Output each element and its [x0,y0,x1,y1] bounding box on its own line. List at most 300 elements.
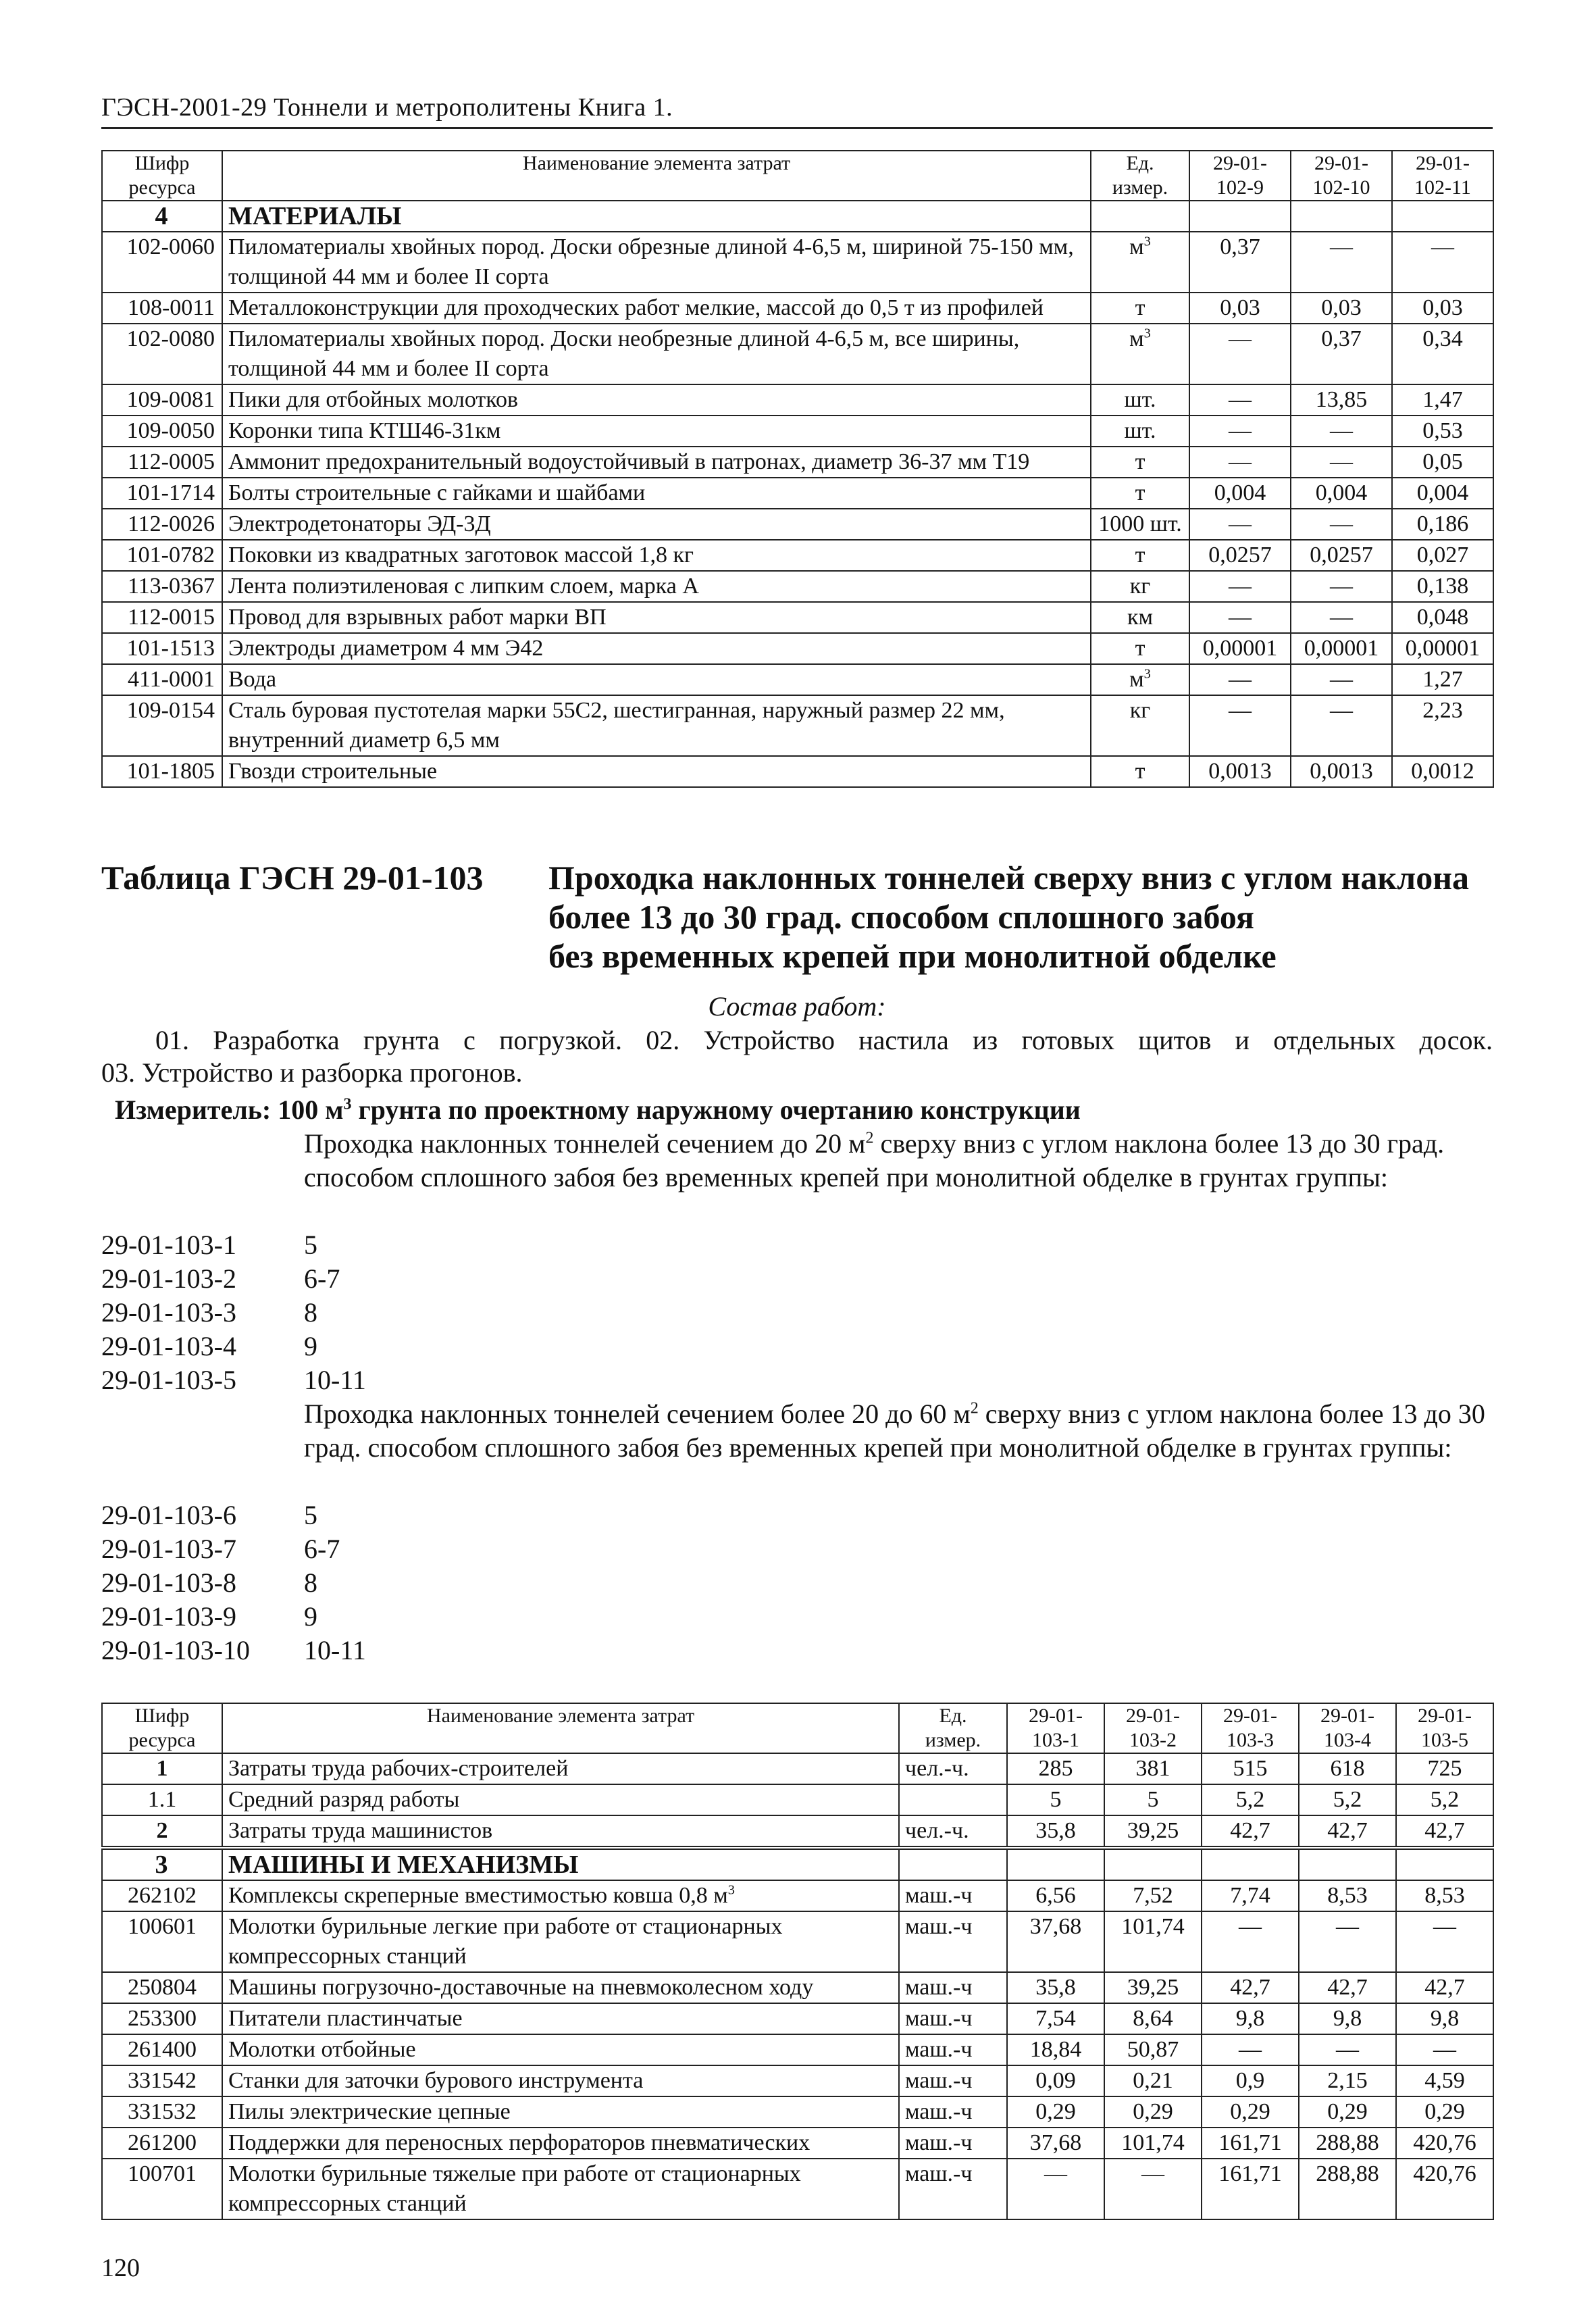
value-cell: 8,64 [1104,2003,1202,2034]
unit-cell [1091,695,1189,756]
value-cell: 5,2 [1299,1784,1396,1815]
unit-text: т [1135,295,1145,320]
resource-code: 101-1513 [102,633,222,664]
value-cell: 725 [1396,1753,1493,1784]
resource-code: 331532 [102,2096,222,2128]
title-line: более 13 до 30 град. способом сплошного забоя [548,898,1254,936]
running-header: ГЭСН-2001-29 Тоннели и метрополитены Книга 1. [101,92,1493,129]
value-cell: 13,85 [1291,384,1392,416]
value-cell: 5,2 [1202,1784,1299,1815]
table-row [102,756,1493,787]
header-col: 29-01- 102-9 [1189,151,1291,201]
soil-group: 9 [304,1601,317,1632]
table-row [102,1815,1493,1848]
norm-code: 29-01-103-2 [101,1263,236,1294]
resource-code: 109-0050 [102,416,222,447]
value-cell: — [1189,416,1291,447]
value-cell: 0,03 [1392,293,1493,324]
value-cell: 0,29 [1104,2096,1202,2128]
resource-code: 109-0154 [102,695,222,756]
soil-group: 10-11 [304,1635,366,1665]
resource-name: Сталь буровая пустотелая марки 55С2, шестигранная, наружный размер 22 мм, внутренний диаметр 6,5 мм [222,695,1091,756]
block1-description: Проходка наклонных тоннелей сечением до 20 $м^2$ сверху вниз с углом наклона более 13 до 30 град. способом сплошного забоя без временных крепей при монолитной обделке в грунтах группы: [304,1128,1445,1192]
soil-group: 10-11 [304,1365,366,1395]
value-cell: 420,76 [1396,2128,1493,2159]
resource-code: 112-0005 [102,447,222,478]
value-cell: — [1189,447,1291,478]
table-row [102,695,1493,756]
value-cell: 7,52 [1104,1880,1202,1911]
materials-table [101,150,1494,788]
value-cell: — [1189,664,1291,695]
value-cell: 9,8 [1202,2003,1299,2034]
block2-codes [101,1499,366,1667]
value-cell: 0,9 [1202,2065,1299,2096]
value-cell: 0,29 [1396,2096,1493,2128]
resource-name [222,1972,899,2003]
table-row [102,447,1493,478]
value-cell: 37,68 [1007,2128,1104,2159]
unit-cell [1091,447,1189,478]
resource-name-text: Питатели пластинчатые [228,2006,463,2031]
resource-name: Пиломатериалы хвойных пород. Доски необрезные длиной 4-6,5 м, все ширины, толщиной 44 мм и более II сорта [222,324,1091,384]
resource-name: Аммонит предохранительный водоустойчивый в патронах, диаметр 36-37 мм Т19 [222,447,1091,478]
unit-text: шт. [1124,387,1156,412]
resource-name: Затраты труда машинистов [222,1815,899,1848]
value-cell: 9,8 [1299,2003,1396,2034]
resource-code: 100601 [102,1911,222,1972]
resource-code: 331542 [102,2065,222,2096]
empty-cell [1091,201,1189,232]
unit-cell [1091,540,1189,571]
code-list-item [101,1499,366,1532]
value-cell: 420,76 [1396,2159,1493,2219]
unit-cell [1091,232,1189,293]
table-row [102,324,1493,384]
value-cell: — [1189,571,1291,602]
norm-code: 29-01-103-9 [101,1601,236,1632]
value-cell: — [1291,447,1392,478]
resource-code: 262102 [102,1880,222,1911]
soil-group: 5 [304,1500,317,1530]
unit-superscript: 3 [1143,326,1151,341]
value-cell: 0,138 [1392,571,1493,602]
value-cell: 0,03 [1189,293,1291,324]
resource-code: 100701 [102,2159,222,2219]
header-code: Шифр ресурса [102,1703,222,1753]
table-row [102,571,1493,602]
value-cell: 0,29 [1007,2096,1104,2128]
header-col: 29-01- 102-10 [1291,151,1392,201]
unit-text: шт. [1124,418,1156,443]
resource-name: Пики для отбойных молотков [222,384,1091,416]
unit-cell [1091,756,1189,787]
value-cell: 0,0013 [1291,756,1392,787]
value-cell: 42,7 [1396,1815,1493,1848]
works-line: 03. Устройство и разборка прогонов. [101,1057,523,1088]
resource-code: 1.1 [102,1784,222,1815]
resource-name [222,2096,899,2128]
table-row [102,478,1493,509]
table-title [548,858,1494,976]
value-cell: 5 [1104,1784,1202,1815]
empty-cell [1396,1848,1493,1880]
resource-name-text: Комплексы скреперные вместимостью ковша 0,8 м [228,1883,728,1908]
header-col: 29-01- 103-2 [1104,1703,1202,1753]
unit-cell [1091,324,1189,384]
code-list-item [101,1600,366,1634]
value-cell: — [1189,602,1291,633]
empty-cell [1104,1848,1202,1880]
resource-name: Коронки типа КТШ46-31км [222,416,1091,447]
value-cell: — [1299,1911,1396,1972]
empty-cell [899,1848,1007,1880]
resource-name-text: Станки для заточки бурового инструмента [228,2068,644,2093]
name-superscript: 3 [727,1882,735,1898]
resource-name [222,2003,899,2034]
empty-cell [1202,1848,1299,1880]
unit-cell [899,1784,1007,1815]
unit-cell [1091,478,1189,509]
section-title: МАТЕРИАЛЫ [222,201,1091,232]
soil-group: 6-7 [304,1534,340,1564]
unit-cell: чел.-ч. [899,1753,1007,1784]
resource-name: Болты строительные с гайками и шайбами [222,478,1091,509]
value-cell: 0,29 [1202,2096,1299,2128]
unit-cell [1091,384,1189,416]
empty-cell [1007,1848,1104,1880]
value-cell: 0,004 [1392,478,1493,509]
value-cell: 1,47 [1392,384,1493,416]
unit-text: м [1129,326,1144,351]
measurement-unit: Измеритель: 100 $м^3$ грунта по проектному наружному очертанию конструкции [115,1095,1081,1125]
empty-cell [1189,201,1291,232]
code-list-item [101,1363,366,1397]
unit-cell [1091,509,1189,540]
resource-name: Вода [222,664,1091,695]
value-cell: — [1189,509,1291,540]
value-cell: 0,048 [1392,602,1493,633]
value-cell: 2,23 [1392,695,1493,756]
value-cell: 42,7 [1202,1815,1299,1848]
unit-text: т [1135,759,1145,784]
norm-code: 29-01-103-7 [101,1534,236,1564]
value-cell: — [1104,2159,1202,2219]
value-cell: 18,84 [1007,2034,1104,2065]
unit-text: т [1135,480,1145,505]
value-cell: 0,00001 [1189,633,1291,664]
resource-code: 112-0026 [102,509,222,540]
unit-cell: маш.-ч [899,2034,1007,2065]
value-cell: — [1299,2034,1396,2065]
norm-code: 29-01-103-1 [101,1230,236,1260]
resource-code: 1 [102,1753,222,1784]
value-cell: 0,004 [1189,478,1291,509]
value-cell: 39,25 [1104,1972,1202,2003]
table-row [102,232,1493,293]
value-cell: 0,37 [1189,232,1291,293]
block1-codes [101,1228,366,1397]
resource-code: 109-0081 [102,384,222,416]
value-cell: 0,37 [1291,324,1392,384]
value-cell: 0,0013 [1189,756,1291,787]
value-cell: 0,004 [1291,478,1392,509]
table-row [102,602,1493,633]
value-cell: — [1291,416,1392,447]
table-row [102,2003,1493,2034]
table-row [102,1972,1493,2003]
value-cell: 6,56 [1007,1880,1104,1911]
unit-superscript: 3 [1143,666,1151,682]
unit-cell: чел.-ч. [899,1815,1007,1848]
value-cell: 0,0012 [1392,756,1493,787]
value-cell: 0,0257 [1189,540,1291,571]
resource-name: Средний разряд работы [222,1784,899,1815]
value-cell: — [1189,695,1291,756]
resource-name-text: Поддержки для переносных перфораторов пневматических [228,2130,810,2155]
table-row [102,2159,1493,2219]
value-cell: — [1291,664,1392,695]
header-name: Наименование элемента затрат [222,151,1091,201]
code-list-item [101,1296,366,1330]
code-list-item [101,1330,366,1363]
resource-code: 261200 [102,2128,222,2159]
value-cell: 9,8 [1396,2003,1493,2034]
value-cell: — [1291,695,1392,756]
resource-name [222,2065,899,2096]
unit-text: км [1127,605,1154,630]
unit-cell: маш.-ч [899,2065,1007,2096]
resource-name-text: Молотки бурильные тяжелые при работе от стационарных компрессорных станций [228,2161,801,2216]
resource-code: 113-0367 [102,571,222,602]
unit-cell [1091,416,1189,447]
value-cell: 0,34 [1392,324,1493,384]
value-cell: — [1189,324,1291,384]
soil-group: 6-7 [304,1263,340,1294]
works-heading: Состав работ: [708,991,886,1022]
value-cell: 285 [1007,1753,1104,1784]
code-list-item [101,1532,366,1566]
unit-cell [1091,293,1189,324]
works-line: 01. Разработка грунта с погрузкой. 02. Устройство настила из готовых щитов и отдельных досок. [155,1025,1493,1055]
norm-code: 29-01-103-8 [101,1567,236,1598]
unit-cell [1091,633,1189,664]
value-cell: 161,71 [1202,2159,1299,2219]
resource-name: Пиломатериалы хвойных пород. Доски обрезные длиной 4-6,5 м, шириной 75-150 мм, толщиной 44 мм и более II сорта [222,232,1091,293]
table-row [102,1753,1493,1784]
value-cell: — [1396,2034,1493,2065]
table-row [102,664,1493,695]
resource-name-text: Пилы электрические цепные [228,2099,511,2124]
table-label: Таблица ГЭСН 29-01-103 [101,859,484,897]
value-cell: 0,0257 [1291,540,1392,571]
resource-name: Гвозди строительные [222,756,1091,787]
resource-code: 261400 [102,2034,222,2065]
section-code: 3 [102,1848,222,1880]
value-cell: 5 [1007,1784,1104,1815]
value-cell: 0,29 [1299,2096,1396,2128]
table-row [102,2128,1493,2159]
resource-name [222,2128,899,2159]
unit-cell: маш.-ч [899,2096,1007,2128]
value-cell: — [1189,384,1291,416]
resource-code: 101-1805 [102,756,222,787]
value-cell: 161,71 [1202,2128,1299,2159]
table-row [102,416,1493,447]
value-cell: 8,53 [1396,1880,1493,1911]
header-unit: Ед. измер. [899,1703,1007,1753]
section-row [102,201,1493,232]
resource-code: 250804 [102,1972,222,2003]
table-row [102,1880,1493,1911]
code-list-item [101,1262,366,1296]
norm-code: 29-01-103-3 [101,1297,236,1328]
value-cell: 8,53 [1299,1880,1396,1911]
value-cell: 42,7 [1396,1972,1493,2003]
section-code: 4 [102,201,222,232]
value-cell: — [1007,2159,1104,2219]
value-cell: 42,7 [1202,1972,1299,2003]
unit-cell: маш.-ч [899,1880,1007,1911]
unit-text: м [1129,234,1144,259]
code-list-item [101,1634,366,1667]
norm-code: 29-01-103-4 [101,1331,236,1361]
resource-code: 101-0782 [102,540,222,571]
value-cell: 42,7 [1299,1815,1396,1848]
value-cell: 101,74 [1104,1911,1202,1972]
resource-name-text: Молотки отбойные [228,2037,416,2062]
code-list-item [101,1228,366,1262]
header-col: 29-01- 102-11 [1392,151,1493,201]
norm-code: 29-01-103-10 [101,1635,250,1665]
unit-cell: маш.-ч [899,1911,1007,1972]
resource-code: 102-0080 [102,324,222,384]
section-row [102,1848,1493,1880]
resource-name: Лента полиэтиленовая с липким слоем, марка А [222,571,1091,602]
header-name: Наименование элемента затрат [222,1703,899,1753]
resource-name: Электродетонаторы ЭД-3Д [222,509,1091,540]
resource-code: 108-0011 [102,293,222,324]
resource-code: 102-0060 [102,232,222,293]
value-cell: 50,87 [1104,2034,1202,2065]
table-row [102,293,1493,324]
unit-cell [1091,664,1189,695]
value-cell: 288,88 [1299,2159,1396,2219]
value-cell: 0,53 [1392,416,1493,447]
unit-text: кг [1129,574,1151,599]
resource-name: Поковки из квадратных заготовок массой 1,8 кг [222,540,1091,571]
soil-group: 8 [304,1297,317,1328]
value-cell: 7,74 [1202,1880,1299,1911]
resource-name: Затраты труда рабочих-строителей [222,1753,899,1784]
value-cell: 5,2 [1396,1784,1493,1815]
value-cell: 618 [1299,1753,1396,1784]
soil-group: 5 [304,1230,317,1260]
table-row [102,1784,1493,1815]
works-description [101,1024,1493,1089]
unit-cell: маш.-ч [899,2128,1007,2159]
resource-name-text: Молотки бурильные легкие при работе от стационарных компрессорных станций [228,1914,783,1969]
header-code: Шифр ресурса [102,151,222,201]
unit-text: 1000 шт. [1098,511,1182,536]
table-row [102,509,1493,540]
header-col: 29-01- 103-4 [1299,1703,1396,1753]
value-cell: — [1202,2034,1299,2065]
table-header-row [102,1703,1493,1753]
code-list-item [101,1566,366,1600]
unit-cell [1091,571,1189,602]
table-row [102,2065,1493,2096]
unit-text: т [1135,636,1145,661]
resource-code: 101-1714 [102,478,222,509]
unit-superscript: 3 [1143,234,1151,249]
value-cell: 0,027 [1392,540,1493,571]
empty-cell [1392,201,1493,232]
value-cell: — [1396,1911,1493,1972]
value-cell: 381 [1104,1753,1202,1784]
unit-text: т [1135,543,1145,568]
value-cell: 0,05 [1392,447,1493,478]
value-cell: — [1291,602,1392,633]
unit-cell: маш.-ч [899,1972,1007,2003]
value-cell: — [1202,1911,1299,1972]
unit-text: т [1135,449,1145,474]
table-row [102,1911,1493,1972]
value-cell: 37,68 [1007,1911,1104,1972]
norm-code: 29-01-103-6 [101,1500,236,1530]
value-cell: — [1291,509,1392,540]
resource-name [222,1880,899,1911]
empty-cell [1299,1848,1396,1880]
resource-name: Провод для взрывных работ марки ВП [222,602,1091,633]
header-col: 29-01- 103-3 [1202,1703,1299,1753]
resource-name [222,2159,899,2219]
table-header-row [102,151,1493,201]
value-cell: 101,74 [1104,2128,1202,2159]
resource-code: 2 [102,1815,222,1848]
resource-name [222,2034,899,2065]
value-cell: 42,7 [1299,1972,1396,2003]
resource-code: 411-0001 [102,664,222,695]
value-cell: — [1291,232,1392,293]
block2-description: Проходка наклонных тоннелей сечением более 20 до 60 $м^2$ сверху вниз с углом наклона более 13 до 30 град. способом сплошного забоя без временных крепей при монолитной обделке в грунтах группы: [304,1399,1485,1463]
value-cell: 39,25 [1104,1815,1202,1848]
resource-code: 112-0015 [102,602,222,633]
table-row [102,633,1493,664]
resource-name-text: Машины погрузочно-доставочные на пневмоколесном ходу [228,1975,814,2000]
value-cell: 4,59 [1396,2065,1493,2096]
header-unit: Ед. измер. [1091,151,1189,201]
resource-name [222,1911,899,1972]
value-cell: — [1392,232,1493,293]
value-cell: 515 [1202,1753,1299,1784]
unit-cell: маш.-ч [899,2003,1007,2034]
value-cell: 0,03 [1291,293,1392,324]
value-cell: 0,00001 [1291,633,1392,664]
table-row [102,2096,1493,2128]
value-cell: 7,54 [1007,2003,1104,2034]
unit-text: кг [1129,698,1151,723]
title-line: Проходка наклонных тоннелей сверху вниз с углом наклона [548,859,1470,897]
empty-cell [1291,201,1392,232]
unit-text: м [1129,667,1144,692]
resource-name: Металлоконструкции для проходческих работ мелкие, массой до 0,5 т из профилей [222,293,1091,324]
value-cell: 0,186 [1392,509,1493,540]
norm-code: 29-01-103-5 [101,1365,236,1395]
soil-group: 8 [304,1567,317,1598]
value-cell: — [1291,571,1392,602]
page-number: 120 [101,2254,140,2282]
